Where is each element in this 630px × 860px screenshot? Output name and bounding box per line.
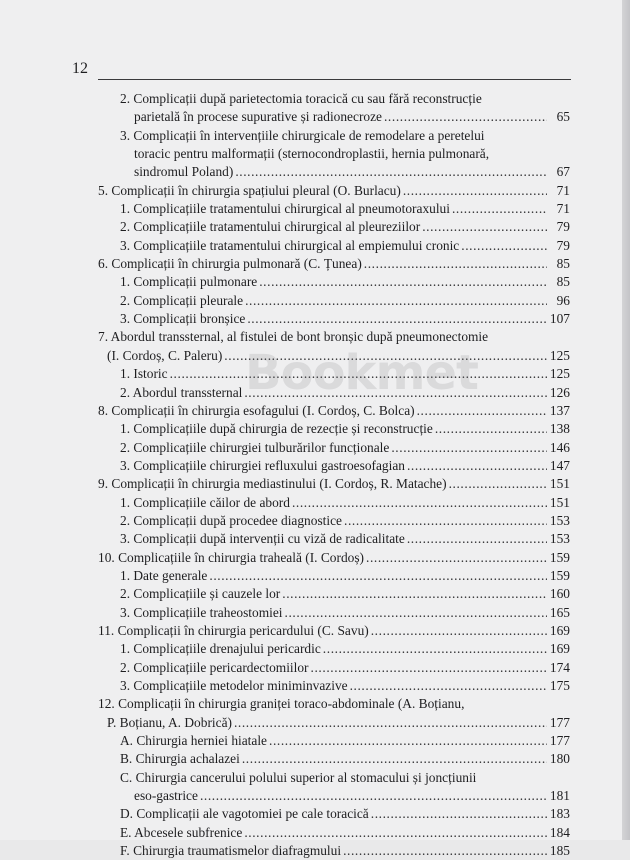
- toc-entry-text: 2. Complicații pleurale: [120, 292, 244, 308]
- dot-leader: [435, 420, 547, 438]
- toc-entry-text: 1. Complicațiile după chirurgia de rezecție și reconstrucție: [120, 421, 433, 437]
- toc-entry-text: 3. Complicații bronșice: [120, 311, 246, 327]
- dot-leader: [282, 585, 547, 603]
- table-of-contents: [98, 90, 570, 860]
- dot-leader: [449, 475, 547, 493]
- toc-subentry: [98, 842, 570, 860]
- toc-page-number: 126: [549, 384, 570, 400]
- toc-subentry: [98, 310, 570, 328]
- toc-page-number: 147: [549, 457, 570, 473]
- toc-subentry: [98, 805, 570, 823]
- toc-subentry: [98, 567, 570, 585]
- dot-leader: [242, 750, 547, 768]
- dot-leader: [311, 659, 547, 677]
- toc-subentry: [98, 237, 570, 255]
- toc-page-number: 96: [556, 292, 570, 308]
- toc-page-number: 175: [549, 678, 570, 693]
- toc-subentry: [98, 530, 570, 548]
- toc-entry-text: eso-gastrice: [134, 788, 198, 804]
- dot-leader: [247, 310, 547, 328]
- toc-subentry: [98, 512, 570, 530]
- toc-entry-text: 3. Complicațiile traheostomiei: [120, 604, 283, 620]
- dot-leader: [366, 549, 547, 567]
- toc-entry-text: B. Chirurgia achalazei: [120, 751, 240, 767]
- toc-entry-text: sindromul Poland): [134, 164, 234, 180]
- toc-entry-text: 1. Istoric: [120, 366, 168, 382]
- toc-entry-text: toracic pentru malformații (sternocondroplastii, hernia pulmonară,: [134, 146, 490, 162]
- toc-subentry: [98, 824, 570, 842]
- toc-entry-text: 3. Complicațiile metodelor miniminvazive: [120, 678, 348, 693]
- toc-page-number: 180: [549, 751, 570, 767]
- toc-chapter: [98, 402, 570, 420]
- dot-leader: [234, 714, 547, 732]
- toc-entry-text: parietală în procese supurative și radionecroze: [134, 109, 382, 125]
- dot-leader: [285, 604, 547, 622]
- dot-leader: [209, 567, 547, 585]
- dot-leader: [292, 494, 547, 512]
- page-number: 12: [72, 60, 88, 77]
- toc-entry-text: 2. Complicațiile chirurgiei tulburărilor funcționale: [120, 439, 390, 455]
- toc-subentry: [98, 292, 570, 310]
- toc-page-number: 183: [549, 806, 570, 822]
- toc-page-number: 125: [549, 347, 570, 363]
- dot-leader: [422, 218, 547, 236]
- toc-subentry: [98, 769, 570, 806]
- toc-page-number: 184: [549, 824, 570, 840]
- toc-entry-text: 1. Complicațiile căilor de abord: [120, 494, 290, 510]
- toc-chapter: [98, 255, 570, 273]
- toc-entry-text: 8. Complicații în chirurgia esofagului (I. Cordoș, C. Bolca): [98, 402, 415, 418]
- dot-leader: [350, 677, 547, 695]
- toc-page-number: 153: [549, 531, 570, 547]
- toc-subentry: [98, 750, 570, 768]
- toc-page-number: 137: [549, 402, 570, 418]
- dot-leader: [407, 530, 547, 548]
- toc-page-number: 65: [556, 109, 570, 125]
- dot-leader: [452, 200, 547, 218]
- toc-page-number: 151: [549, 494, 570, 510]
- dot-leader: [269, 732, 547, 750]
- dot-leader: [344, 512, 547, 530]
- toc-entry-text: 2. Complicațiile și cauzele lor: [120, 586, 281, 602]
- toc-page-number: 159: [549, 549, 570, 565]
- toc-entry-text: 9. Complicații în chirurgia mediastinului (I. Cordoș, R. Matache): [98, 476, 447, 492]
- dot-leader: [245, 292, 547, 310]
- dot-leader: [323, 640, 547, 658]
- toc-page-number: 160: [549, 586, 570, 602]
- dot-leader: [384, 108, 547, 126]
- toc-entry-text: 3. Complicațiile tratamentului chirurgical al empiemului cronic: [120, 237, 460, 253]
- dot-leader: [417, 402, 547, 420]
- toc-entry-text: C. Chirurgia cancerului polului superior al stomacului și joncțiunii: [120, 769, 477, 785]
- toc-chapter: [98, 475, 570, 493]
- toc-entry-text: 12. Complicații în chirurgia graniței toraco-abdominale (A. Boțianu,: [98, 696, 465, 712]
- toc-chapter: [98, 549, 570, 567]
- dot-leader: [244, 384, 547, 402]
- toc-subentry: [98, 439, 570, 457]
- toc-entry-text: 1. Complicații pulmonare: [120, 274, 258, 290]
- toc-subentry: [98, 457, 570, 475]
- toc-page-number: 79: [556, 219, 570, 235]
- dot-leader: [235, 163, 547, 181]
- toc-entry-text: 7. Abordul transsternal, al fistulei de bont bronșic după pneumonectomie: [98, 329, 489, 345]
- dot-leader: [259, 273, 547, 291]
- toc-entry-text: 2. Complicațiile tratamentului chirurgical al pleureziilor: [120, 219, 421, 235]
- toc-subentry: [98, 420, 570, 438]
- toc-entry-text: 5. Complicații în chirurgia spațiului pleural (O. Burlacu): [98, 182, 401, 198]
- toc-subentry: [98, 200, 570, 218]
- toc-page-number: 71: [556, 201, 570, 217]
- toc-page-number: 107: [549, 311, 570, 327]
- toc-page-number: 151: [549, 476, 570, 492]
- toc-entry-text: E. Abcesele subfrenice: [120, 824, 243, 840]
- dot-leader: [371, 622, 547, 640]
- dot-leader: [391, 439, 547, 457]
- toc-entry-text: D. Complicații ale vagotomiei pe cale toracică: [120, 806, 369, 822]
- toc-chapter: [98, 182, 570, 200]
- toc-chapter: [98, 622, 570, 640]
- dot-leader: [343, 842, 547, 860]
- dot-leader: [371, 805, 547, 823]
- dot-leader: [224, 347, 547, 365]
- toc-page-number: 181: [549, 788, 570, 804]
- toc-page-number: 85: [556, 256, 570, 272]
- toc-page-number: 85: [556, 274, 570, 290]
- dot-leader: [407, 457, 547, 475]
- toc-chapter: [98, 695, 570, 732]
- toc-subentry: [98, 273, 570, 291]
- toc-page-number: 177: [549, 733, 570, 749]
- toc-page-number: 185: [549, 843, 570, 859]
- toc-subentry: [98, 604, 570, 622]
- toc-page-number: 174: [549, 659, 570, 675]
- toc-entry-text: 11. Complicații în chirurgia pericardului (C. Savu): [98, 622, 369, 638]
- toc-subentry: [98, 127, 570, 182]
- toc-page-number: 159: [549, 567, 570, 583]
- toc-subentry: [98, 365, 570, 383]
- page-edge: [622, 0, 630, 840]
- toc-page-number: 79: [556, 237, 570, 253]
- toc-entry-text: A. Chirurgia herniei hiatale: [120, 733, 268, 749]
- toc-page-number: 165: [549, 604, 570, 620]
- toc-subentry: [98, 732, 570, 750]
- toc-page-number: 169: [549, 641, 570, 657]
- toc-entry-text: 10. Complicațiile în chirurgia traheală (I. Cordoș): [98, 549, 365, 565]
- dot-leader: [200, 787, 547, 805]
- dot-leader: [170, 365, 547, 383]
- toc-page-number: 67: [556, 164, 570, 180]
- toc-subentry: [98, 585, 570, 603]
- toc-page-number: 138: [549, 421, 570, 437]
- toc-entry-text: (I. Cordoș, C. Paleru): [107, 347, 223, 363]
- toc-entry-text: 2. Complicații după parietectomia toracică cu sau fără reconstrucție: [120, 91, 482, 106]
- toc-entry-text: F. Chirurgia traumatismelor diafragmului: [120, 843, 342, 859]
- toc-entry-text: 3. Complicații în intervențiile chirurgicale de remodelare a peretelui: [120, 127, 485, 143]
- toc-entry-text: 3. Complicațiile chirurgiei refluxului gastroesofagian: [120, 457, 405, 473]
- toc-subentry: [98, 218, 570, 236]
- toc-subentry: [98, 659, 570, 677]
- toc-subentry: [98, 384, 570, 402]
- toc-entry-text: 3. Complicații după intervenții cu viză de radicalitate: [120, 531, 405, 547]
- toc-page-number: 153: [549, 512, 570, 528]
- header-rule: [98, 79, 571, 80]
- toc-entry-text: 1. Date generale: [120, 567, 208, 583]
- toc-subentry: [98, 677, 570, 695]
- toc-page-number: 71: [556, 182, 570, 198]
- toc-page-number: 169: [549, 622, 570, 638]
- watermark-logo: Bookmet: [245, 345, 478, 401]
- toc-entry-text: 2. Complicații după procedee diagnostice: [120, 512, 342, 528]
- dot-leader: [364, 255, 547, 273]
- dot-leader: [403, 182, 547, 200]
- toc-subentry: [98, 640, 570, 658]
- dot-leader: [461, 237, 547, 255]
- toc-entry-text: P. Boțianu, A. Dobrică): [107, 714, 232, 730]
- dot-leader: [244, 824, 547, 842]
- toc-entry-text: 2. Abordul transsternal: [120, 384, 243, 400]
- toc-entry-text: 6. Complicații în chirurgia pulmonară (C. Țunea): [98, 256, 362, 272]
- toc-page-number: 177: [549, 714, 570, 730]
- toc-chapter: [98, 328, 570, 365]
- toc-page-number: 125: [549, 366, 570, 382]
- toc-page-number: 146: [549, 439, 570, 455]
- toc-entry-text: 1. Complicațiile drenajului pericardic: [120, 641, 321, 657]
- toc-entry-text: 2. Complicațiile pericardectomiilor: [120, 659, 309, 675]
- toc-subentry: [98, 494, 570, 512]
- toc-subentry: [98, 90, 570, 127]
- toc-entry-text: 1. Complicațiile tratamentului chirurgical al pneumotoraxului: [120, 201, 450, 217]
